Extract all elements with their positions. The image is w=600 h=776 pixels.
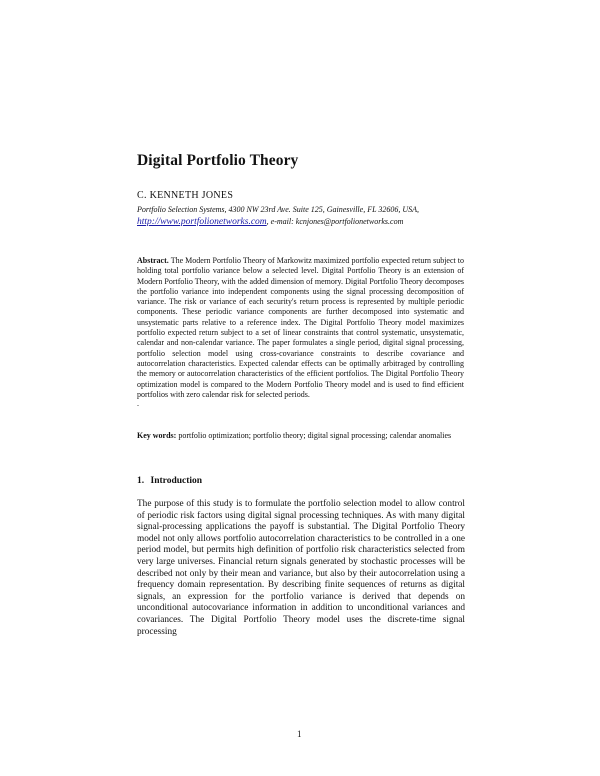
abstract-trailing-mark: . bbox=[137, 399, 139, 409]
author-affiliation-block bbox=[137, 204, 477, 228]
section-heading-introduction bbox=[137, 476, 202, 486]
author-name: C. KENNETH JONES bbox=[137, 190, 234, 201]
section-number: 1. bbox=[137, 476, 145, 486]
affiliation-text: Portfolio Selection Systems, 4300 NW 23rd Ave. Suite 125, Gainesville, FL 32606, USA, bbox=[137, 205, 420, 214]
keywords bbox=[137, 431, 464, 441]
introduction-paragraph: The purpose of this study is to formulate the portfolio selection model to allow control of periodic risk factors using digital signal processing techniques. As with many digital signal-processing applications the payoff is substantial. The Digital Portfolio Theory model not only allows portfolio autocorrelation characteristics to be controlled in a one period model, but permits high definition of portfolio risk characteristics selected from very large universes. Financial return signals generated by stochastic processes will be described not only by their mean and variance, but also by their autocorrelation using a frequency domain representation. By describing finite sequences of returns as digital signals, an expression for the portfolio variance is derived that depends on unconditional autocovariance information in addition to unconditional variances and covariances. The Digital Portfolio Theory model uses the discrete-time signal processing bbox=[137, 499, 465, 637]
website-link[interactable]: http://www.portfolionetworks.com bbox=[137, 216, 267, 227]
abstract-body: The Modern Portfolio Theory of Markowitz maximized portfolio expected return subject to holding total portfolio variance below a selected level. Digital Portfolio Theory is an extension of Modern Portfolio Theory, with the added dimension of memory. Digital Portfolio Theory decomposes the portfolio variance into independent components using the signal processing decomposition of variance. The risk or variance of each security's return process is represented by multiple periodic components. These periodic variance components are further decomposed into systematic and unsystematic parts relative to a reference index. The Digital Portfolio Theory model maximizes portfolio expected return subject to a set of linear constraints that control systematic, unsystematic, calendar and non-calendar variance. The paper formulates a single period, digital signal processing, portfolio selection model using cross-covariance constraints to describe covariance and autocorrelation characteristics. Expected calendar effects can be optimally arbitraged by controlling the memory or autocorrelation characteristics of the efficient portfolios. The Digital Portfolio Theory optimization model is compared to the Modern Portfolio Theory model and is used to find efficient portfolios with zero calendar risk for selected periods. bbox=[137, 256, 464, 399]
keywords-label: Key words: bbox=[137, 431, 177, 440]
keywords-body: portfolio optimization; portfolio theory; digital signal processing; calendar anomalies bbox=[178, 431, 452, 440]
abstract bbox=[137, 256, 464, 410]
paper-title: Digital Portfolio Theory bbox=[137, 152, 299, 169]
section-title: Introduction bbox=[150, 476, 203, 486]
abstract-label: Abstract. bbox=[137, 256, 169, 265]
email-text: , e-mail: kcnjones@portfolionetworks.com bbox=[266, 216, 404, 226]
page-number: 1 bbox=[297, 729, 302, 739]
